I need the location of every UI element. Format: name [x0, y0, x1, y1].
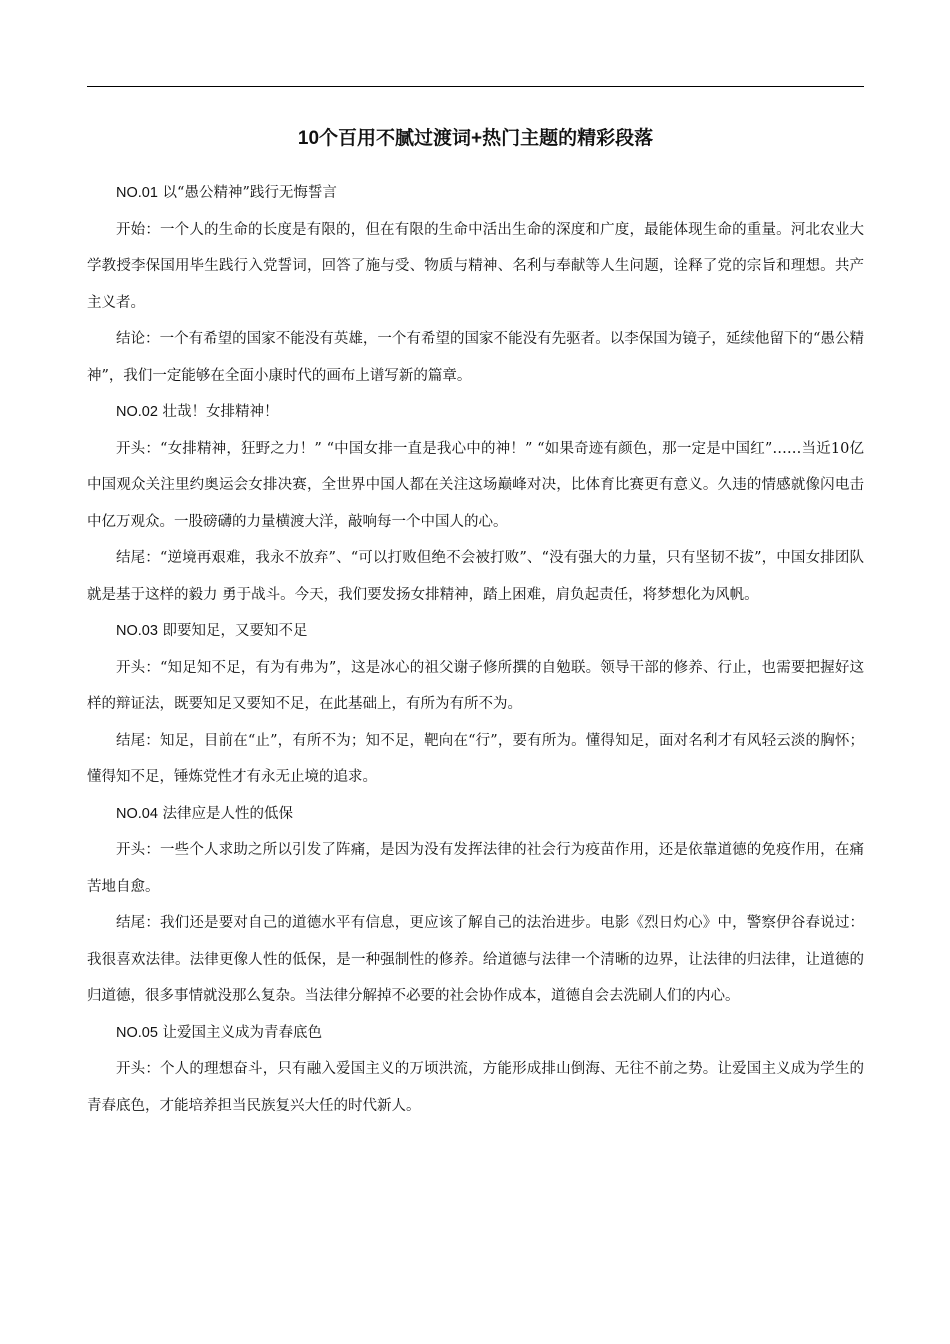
- paragraph: 开头：“女排精神，狂野之力！” “中国女排一直是我心中的神！” “如果奇迹有颜色，那一定是中国红”……当近10亿中国观众关注里约奥运会女排决赛，全世界中国人都在关注这场巅峰对决，比体育比赛更有意义。久违的情感就像闪电击中亿万观众。一股磅礴的力量横渡大洋，敲响每一个中国人的心。: [87, 440, 864, 530]
- paragraph: 结尾：我们还是要对自己的道德水平有信息，更应该了解自己的法治进步。电影《烈日灼心》中，警察伊谷春说过：我很喜欢法律。法律更像人性的低保，是一种强制性的修养。给道德与法律一个清晰的边界，让法律的归法律，让道德的归道德，很多事情就没那么复杂。当法律分解掉不必要的社会协作成本，道德自会去洗刷人们的内心。: [87, 915, 864, 1004]
- section-title: 即要知足，又要知不足: [162, 623, 308, 639]
- section-heading: [87, 796, 864, 833]
- section-02: [87, 394, 864, 613]
- section-number: NO.04: [116, 805, 158, 822]
- paragraph: 开头：“知足知不足，有为有弗为”，这是冰心的祖父谢子修所撰的自勉联。领导干部的修养、行止，也需要把握好这样的辩证法，既要知足又要知不足，在此基础上，有所为有所不为。: [87, 659, 864, 712]
- paragraph: 开头：个人的理想奋斗，只有融入爱国主义的万顷洪流，方能形成排山倒海、无往不前之势。让爱国主义成为学生的青春底色，才能培养担当民族复兴大任的时代新人。: [87, 1061, 864, 1114]
- section-05: [87, 1015, 864, 1125]
- paragraph: 结尾：知足，目前在“止”，有所不为；知不足，靶向在“行”，要有所为。懂得知足，面对名利才有风轻云淡的胸怀；懂得知不足，锤炼党性才有永无止境的追求。: [87, 732, 864, 785]
- section-number: NO.05: [116, 1024, 158, 1041]
- section-number: NO.02: [116, 404, 158, 420]
- paragraph: 开始：一个人的生命的长度是有限的，但在有限的生命中活出生命的深度和广度，最能体现生命的重量。河北农业大学教授李保国用毕生践行入党誓词，回答了施与受、物质与精神、名利与奉献等人生问题，诠释了党的宗旨和理想。共产主义者。: [87, 221, 864, 311]
- section-heading: [87, 613, 864, 650]
- section-heading: [87, 394, 864, 431]
- section-01: [87, 175, 864, 394]
- section-04: [87, 796, 864, 1015]
- section-title: 法律应是人性的低保: [162, 805, 294, 822]
- section-heading: [87, 1015, 864, 1052]
- paragraph: 开头：一些个人求助之所以引发了阵痛，是因为没有发挥法律的社会行为疫苗作用，还是依靠道德的免疫作用，在痛苦地自愈。: [87, 842, 864, 895]
- section-number: NO.01: [116, 185, 158, 201]
- paragraph: 结论：一个有希望的国家不能没有英雄，一个有希望的国家不能没有先驱者。以李保国为镜子，延续他留下的“愚公精神”，我们一定能够在全面小康时代的画布上谱写新的篇章。: [87, 331, 864, 384]
- document-title: 10个百用不腻过渡词+热门主题的精彩段落: [297, 128, 654, 149]
- section-03: [87, 613, 864, 796]
- section-title: 让爱国主义成为青春底色: [162, 1024, 323, 1041]
- section-number: NO.03: [116, 623, 158, 639]
- document-body: [87, 175, 864, 1124]
- paragraph: 结尾：“逆境再艰难，我永不放弃”、“可以打败但绝不会被打败”、“没有强大的力量，只有坚韧不拔”，中国女排团队就是基于这样的毅力 勇于战斗。今天，我们要发扬女排精神，踏上困难，肩负起责任，将梦想化为风帆。: [87, 550, 864, 603]
- section-title: 以“愚公精神”践行无悔誓言: [162, 185, 337, 201]
- header-rule: [87, 86, 864, 87]
- section-heading: [87, 175, 864, 212]
- section-title: 壮哉！女排精神！: [162, 404, 279, 420]
